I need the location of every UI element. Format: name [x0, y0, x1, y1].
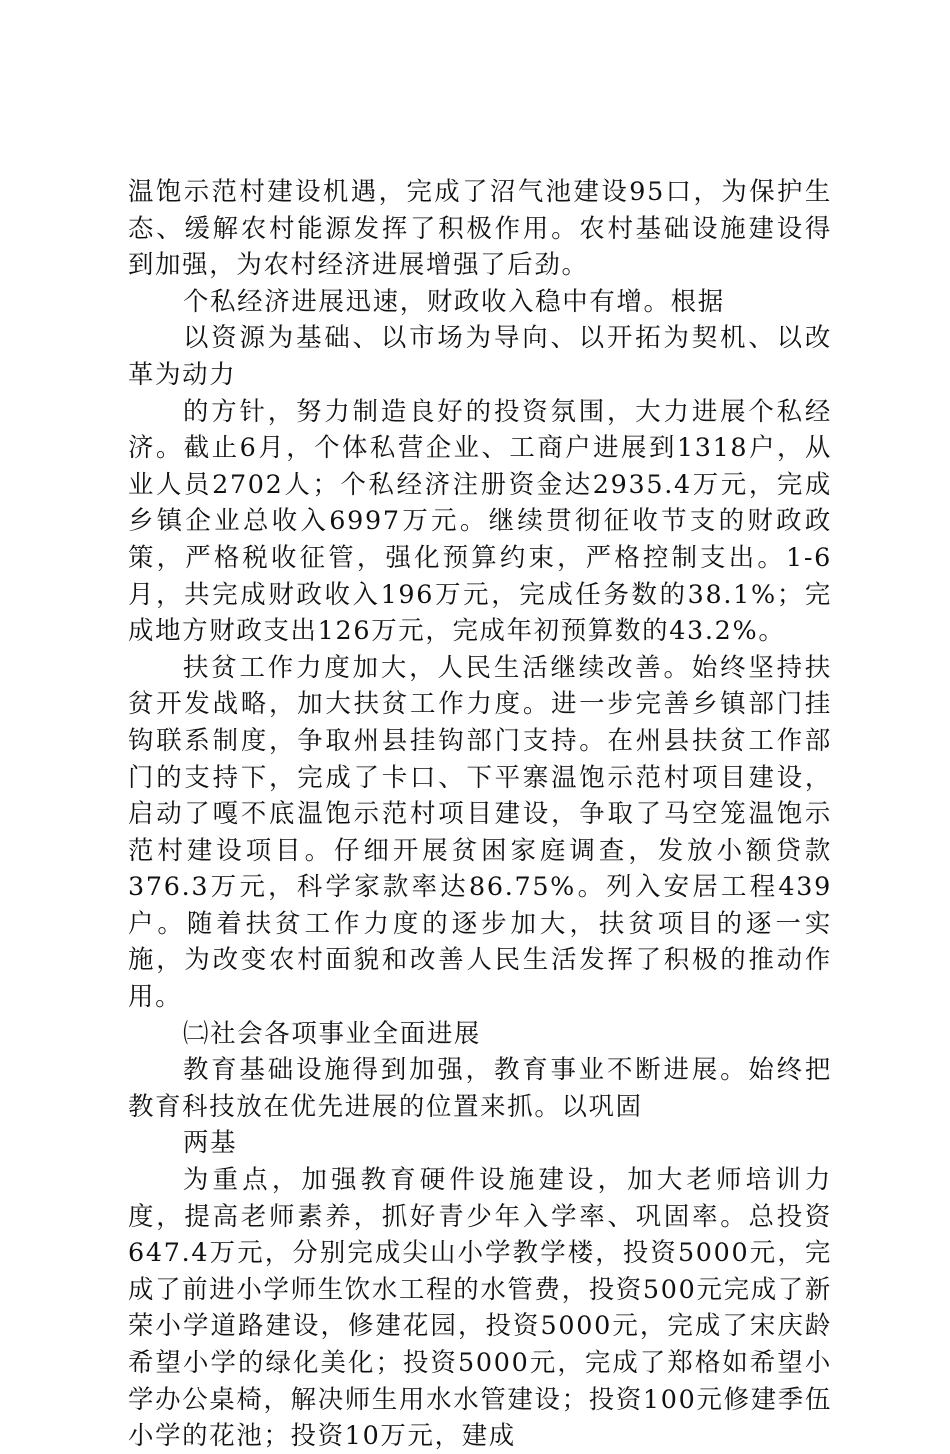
body-text	[128, 173, 832, 1454]
paragraph: 个私经济进展迅速，财政收入稳中有增。根据	[183, 285, 725, 316]
paragraph: 以资源为基础、以市场为导向、以开拓为契机、以改革为动力	[128, 322, 832, 389]
paragraph: 教育基础设施得到加强，教育事业不断进展。始终把教育科技放在优先进展的位置来抓。以巩固	[128, 1054, 832, 1121]
paragraph: 扶贫工作力度加大，人民生活继续改善。始终坚持扶贫开发战略，加大扶贫工作力度。进一步完善乡镇部门挂钩联系制度，争取州县挂钩部门支持。在州县扶贫工作部门的支持下，完成了卡口、下平寨温饱示范村项目建设，启动了嘎不底温饱示范村项目建设，争取了马空笼温饱示范村建设项目。仔细开展贫困家庭调查，发放小额贷款376.3万元，科学家款率达86.75%。列入安居工程439户。随着扶贫工作力度的逐步加大，扶贫项目的逐一实施，为改变农村面貌和改善人民生活发挥了积极的推动作用。	[128, 651, 832, 1012]
paragraph: 为重点，加强教育硬件设施建设，加大老师培训力度，提高老师素养，抓好青少年入学率、巩固率。总投资647.4万元，分别完成尖山小学教学楼，投资5000元，完成了前进小学师生饮水工程的水管费，投资500元完成了新荣小学道路建设，修建花园，投资5000元，完成了宋庆龄希望小学的绿化美化；投资5000元，完成了郑格如希望小学办公桌椅，解决师生用水水管建设；投资100元修建季伍小学的花池；投资10万元，建成	[128, 1164, 832, 1451]
paragraph: 两基	[183, 1127, 238, 1158]
paragraph: 的方针，努力制造良好的投资氛围，大力进展个私经济。截止6月，个体私营企业、工商户进展到1318户，从业人员2702人；个私经济注册资金达2935.4万元，完成乡镇企业总收入6997万元。继续贯彻征收节支的财政政策，严格税收征管，强化预算约束，严格控制支出。1-6月，共完成财政收入196万元，完成任务数的38.1%；完成地方财政支出126万元，完成年初预算数的43.2%。	[128, 395, 832, 646]
section-heading: ㈡社会各项事业全面进展	[183, 1017, 481, 1048]
paragraph: 温饱示范村建设机遇，完成了沼气池建设95口，为保护生态、缓解农村能源发挥了积极作用。农村基础设施建设得到加强，为农村经济进展增强了后劲。	[128, 176, 832, 280]
